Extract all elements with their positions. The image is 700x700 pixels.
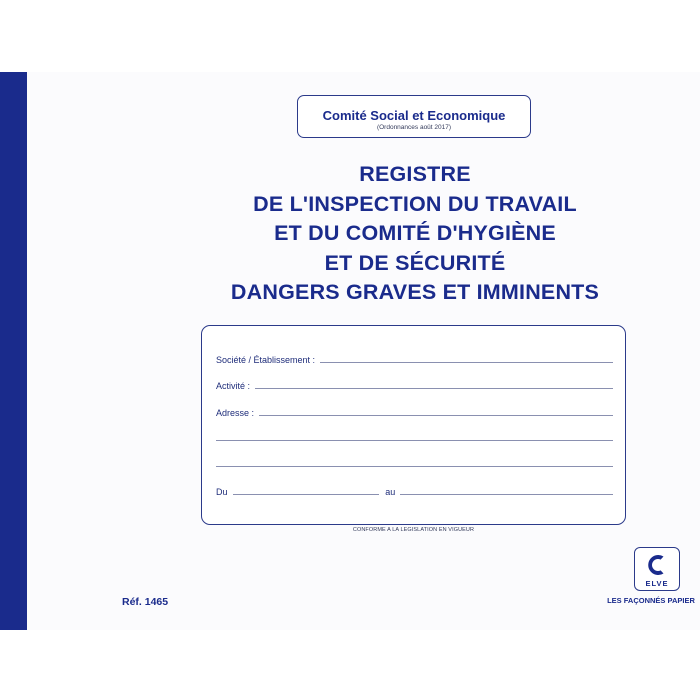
crescent-c-icon <box>643 551 671 579</box>
brand-logo <box>634 547 680 591</box>
brand-tagline: LES FAÇONNÉS PAPIER <box>607 596 695 605</box>
cover-spine <box>0 72 27 630</box>
du-line <box>233 494 380 495</box>
adresse-line-3 <box>216 466 613 467</box>
au-label: au <box>385 487 396 497</box>
du-label: Du <box>216 487 228 497</box>
title-line-3: ET DU COMITÉ D'HYGIÈNE <box>274 221 556 245</box>
committee-title: Comité Social et Economique <box>322 108 506 123</box>
title-line-1: REGISTRE <box>359 162 471 186</box>
societe-label: Société / Établissement : <box>216 355 316 365</box>
committee-subtitle: (Ordonnances août 2017) <box>376 124 452 131</box>
societe-field <box>216 351 613 365</box>
brand-name: ELVE <box>645 579 669 588</box>
adresse-line-2 <box>216 440 613 441</box>
au-line <box>400 494 613 495</box>
adresse-label: Adresse : <box>216 408 255 418</box>
societe-line <box>320 362 613 363</box>
establishment-form <box>201 325 626 525</box>
activite-line <box>255 388 613 389</box>
activite-field <box>216 377 613 391</box>
period-field <box>216 483 613 497</box>
register-title <box>150 160 680 308</box>
adresse-line <box>259 415 613 416</box>
committee-label-box <box>297 95 531 138</box>
adresse-field <box>216 404 613 418</box>
conformity-note: CONFORME A LA LEGISLATION EN VIGUEUR <box>352 527 475 533</box>
activite-label: Activité : <box>216 381 251 391</box>
title-line-2: DE L'INSPECTION DU TRAVAIL <box>253 191 577 216</box>
reference-number: Réf. 1465 <box>122 596 169 608</box>
title-line-5: DANGERS GRAVES ET IMMINENTS <box>230 280 600 304</box>
title-line-4: ET DE SÉCURITÉ <box>324 250 506 275</box>
